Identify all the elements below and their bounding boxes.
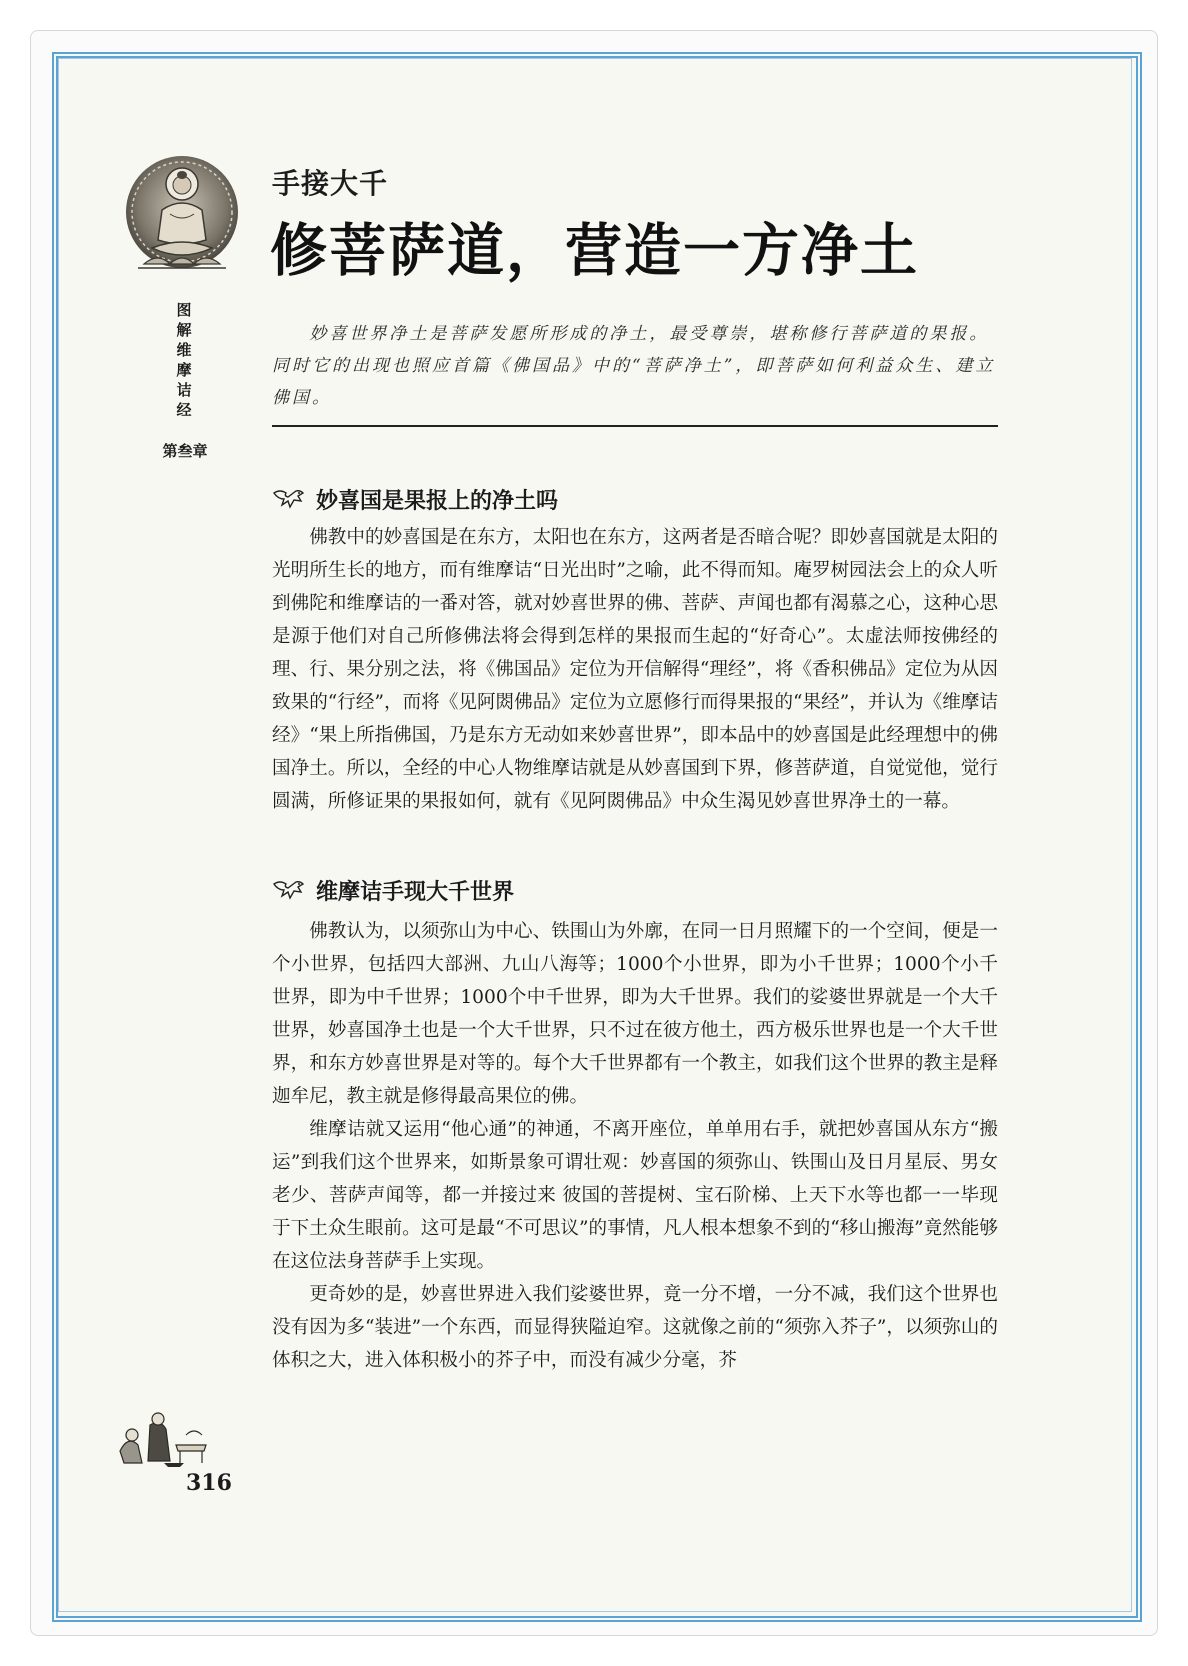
section-heading: [272, 484, 558, 515]
crane-ornament-icon: [272, 487, 306, 513]
section-body: [272, 915, 998, 1377]
page-title: 修菩萨道，营造一方净土: [270, 218, 919, 284]
paragraph: 佛教中的妙喜国是在东方，太阳也在东方，这两者是否暗合呢？即妙喜国就是太阳的光明所生长的地方，而有维摩诘“日光出时”之喻，此不得而知。庵罗树园法会上的众人听到佛陀和维摩诘的一番对答，就对妙喜世界的佛、菩萨、声闻也都有渴慕之心，这种心思是源于他们对自己所修佛法将会得到怎样的果报而生起的“好奇心”。太虚法师按佛经的理、行、果分别之法，将《佛国品》定位为开信解得“理经”，将《香积佛品》定位为从因致果的“行经”，而将《见阿閦佛品》定位为立愿修行而得果报的“果经”，并认为《维摩诘经》“果上所指佛国，乃是东方无动如来妙喜世界”，即本品中的妙喜国是此经理想中的佛国净土。所以，全经的中心人物维摩诘就是从妙喜国到下界，修菩萨道，自觉觉他，觉行圆满，所修证果的果报如何，就有《见阿閦佛品》中众生渴见妙喜世界净土的一幕。: [272, 527, 998, 812]
chapter-label: 第叁章: [162, 442, 208, 460]
paragraph: 更奇妙的是，妙喜世界进入我们娑婆世界，竟一分不增，一分不减，我们这个世界也没有因为多“装进”一个东西，而显得狭隘迫窄。这就像之前的“须弥入芥子”，以须弥山的体积之大，进入体积极小的芥子中，而没有减少分毫，芥: [272, 1284, 998, 1371]
section-body: [272, 521, 998, 818]
buddha-medallion-illustration: [118, 152, 246, 280]
paragraph: 佛教认为，以须弥山为中心、铁围山为外廓，在同一日月照耀下的一个空间，便是一个小世界，包括四大部洲、九山八海等；1000个小世界，即为小千世界；1000个小千世界，即为中千世界；1000个中千世界，即为大千世界。我们的娑婆世界就是一个大千世界，妙喜国净土也是一个大千世界，只不过在彼方他土，西方极乐世界也是一个大千世界，和东方妙喜世界是对等的。每个大千世界都有一个教主，如我们这个世界的教主是释迦牟尼，教主就是修得最高果位的佛。: [272, 921, 998, 1107]
page-number: 316: [186, 1470, 232, 1496]
scholars-illustration: [114, 1405, 224, 1469]
section-title: 维摩诘手现大千世界: [316, 880, 515, 905]
section-heading: [272, 875, 514, 906]
book-title-vertical: 图解维摩诘经: [176, 301, 192, 419]
article-kicker: 手接大千: [272, 167, 389, 200]
crane-ornament-icon: [272, 878, 306, 904]
paragraph: 维摩诘就又运用“他心通”的神通，不离开座位，单单用右手，就把妙喜国从东方“搬运”到我们这个世界来，如斯景象可谓壮观：妙喜国的须弥山、铁围山及日月星辰、男女老少、菩萨声闻等，都一并接过来 彼国的菩提树、宝石阶梯、上天下水等也都一一毕现于下土众生眼前。这可是最“不可思议”的事情，凡人根本想象不到的“移山搬海”竟然能够在这位法身菩萨手上实现。: [272, 1119, 998, 1272]
abstract-divider: [272, 425, 998, 427]
page-border: [52, 52, 1142, 1622]
section-title: 妙喜国是果报上的净土吗: [316, 489, 559, 514]
article-abstract: 妙喜世界净土是菩萨发愿所形成的净土，最受尊崇，堪称修行菩萨道的果报。同时它的出现也照应首篇《佛国品》中的“菩萨净土”，即菩萨如何利益众生、建立佛国。: [272, 324, 996, 408]
